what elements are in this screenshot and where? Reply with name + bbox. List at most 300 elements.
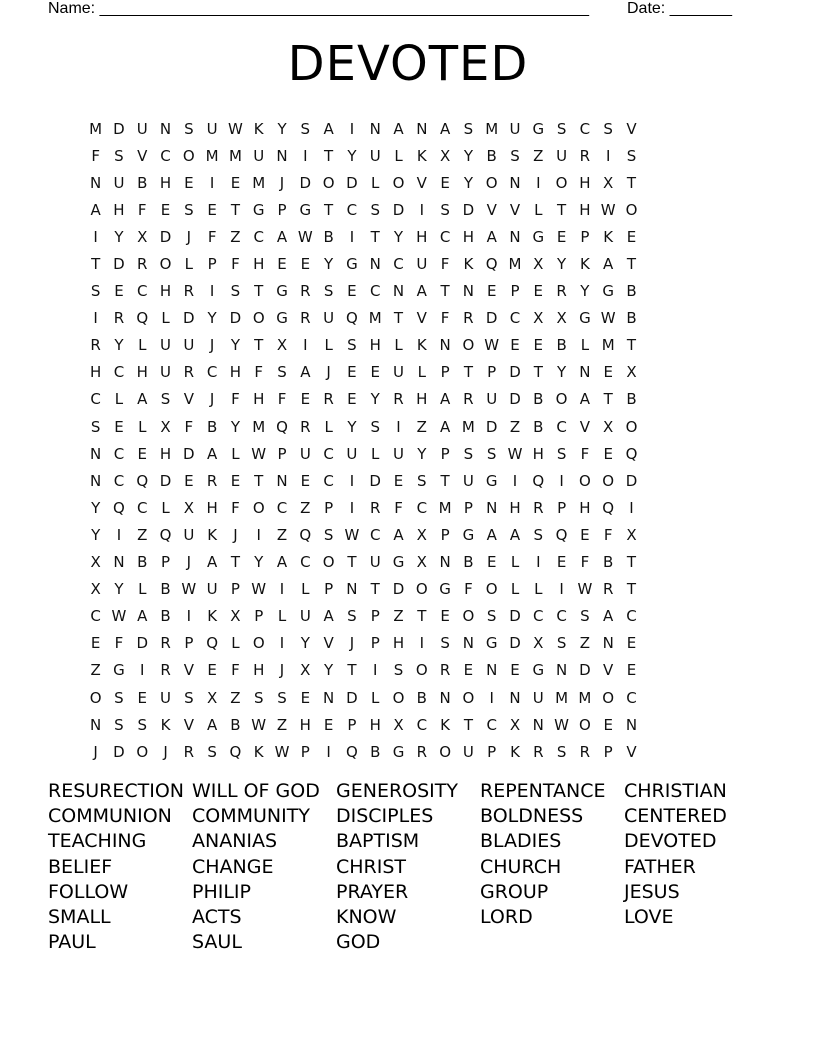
grid-letter: A — [137, 607, 148, 626]
grid-letter: N — [392, 282, 405, 301]
puzzle-title: DEVOTED — [287, 36, 529, 92]
grid-letter: N — [439, 336, 451, 355]
grid-letter: F — [580, 444, 590, 463]
grid-letter: X — [416, 553, 427, 572]
grid-letter: U — [369, 146, 381, 165]
grid-letter: S — [253, 688, 264, 707]
grid-letter: M — [601, 336, 615, 355]
grid-letter: W — [111, 607, 127, 626]
grid-letter: R — [369, 498, 381, 517]
grid-letter: B — [626, 390, 637, 409]
grid-letter: X — [509, 715, 521, 734]
grid-letter: Z — [90, 661, 101, 680]
letter-grid — [84, 115, 643, 765]
grid-letter: J — [349, 634, 355, 653]
grid-letter: V — [183, 661, 194, 680]
grid-letter: C — [160, 146, 171, 165]
grid-letter: Y — [417, 444, 427, 463]
grid-letter: W — [507, 444, 523, 463]
grid-row — [84, 630, 643, 657]
grid-letter: S — [626, 146, 637, 165]
grid-letter: E — [277, 255, 287, 274]
grid-letter: I — [489, 688, 494, 707]
grid-letter: Z — [137, 525, 148, 544]
grid-letter: Y — [393, 227, 404, 246]
grid-letter: L — [580, 336, 590, 355]
grid-letter: C — [346, 200, 358, 219]
grid-letter: D — [485, 417, 498, 436]
grid-letter: R — [579, 146, 591, 165]
grid-letter: F — [184, 417, 194, 436]
grid-letter: O — [322, 553, 335, 572]
grid-letter: I — [303, 336, 308, 355]
word-list-item: ANANIAS — [192, 830, 278, 853]
grid-letter: E — [207, 200, 217, 219]
grid-letter: V — [603, 661, 614, 680]
grid-letter: C — [90, 607, 101, 626]
grid-letter: I — [140, 661, 145, 680]
grid-letter: O — [625, 417, 638, 436]
grid-letter: N — [159, 119, 172, 138]
grid-letter: H — [253, 390, 265, 409]
grid-row — [84, 332, 643, 359]
grid-letter: F — [231, 661, 240, 680]
grid-letter: Z — [393, 607, 404, 626]
grid-letter: S — [137, 715, 147, 734]
grid-letter: C — [439, 227, 451, 246]
grid-letter: G — [532, 227, 545, 246]
grid-letter: N — [602, 634, 614, 653]
grid-letter: Q — [555, 525, 568, 544]
grid-letter: S — [184, 119, 194, 138]
grid-letter: H — [90, 363, 102, 382]
word-list-item: JESUS — [624, 880, 680, 903]
grid-letter: E — [347, 390, 357, 409]
grid-letter: H — [509, 498, 521, 517]
grid-letter: I — [559, 471, 564, 490]
name-line: Name: _______________________________________________________ — [48, 0, 589, 17]
grid-letter: F — [603, 525, 613, 544]
grid-letter: C — [300, 553, 311, 572]
word-list-item: CHRISTIAN — [624, 780, 727, 802]
grid-letter: G — [462, 525, 475, 544]
grid-letter: X — [206, 688, 218, 707]
grid-letter: C — [323, 444, 334, 463]
grid-letter: Y — [300, 634, 310, 653]
grid-letter: O — [252, 309, 265, 328]
grid-letter: V — [183, 390, 194, 409]
grid-letter: F — [394, 498, 403, 517]
grid-letter: E — [370, 363, 380, 382]
grid-letter: E — [184, 471, 194, 490]
grid-letter: Y — [230, 336, 241, 355]
grid-letter: D — [509, 363, 521, 382]
grid-letter: X — [533, 634, 544, 653]
grid-letter: L — [371, 444, 380, 463]
grid-letter: G — [252, 200, 265, 219]
grid-letter: O — [602, 688, 615, 707]
word-list-item: WILL OF GOD — [192, 780, 320, 802]
grid-letter: D — [509, 607, 521, 626]
grid-letter: Q — [625, 444, 638, 463]
grid-letter: N — [625, 715, 638, 734]
grid-letter: H — [113, 200, 125, 219]
grid-letter: I — [93, 309, 98, 328]
word-list-item: RESURECTION — [48, 780, 185, 802]
grid-row — [84, 549, 643, 576]
grid-letter: T — [440, 471, 450, 490]
grid-letter: U — [160, 363, 172, 382]
grid-letter: O — [392, 173, 405, 192]
grid-letter: I — [303, 146, 308, 165]
grid-letter: K — [207, 607, 218, 626]
grid-letter: I — [349, 498, 355, 517]
grid-letter: A — [439, 417, 451, 436]
grid-letter: L — [138, 580, 147, 599]
grid-letter: A — [300, 363, 311, 382]
grid-letter: S — [114, 715, 124, 734]
grid-letter: S — [184, 688, 194, 707]
grid-letter: D — [509, 634, 521, 653]
word-list-item: TEACHING — [48, 830, 147, 853]
grid-letter: A — [439, 119, 451, 138]
grid-row — [84, 603, 643, 630]
grid-letter: T — [370, 580, 380, 599]
grid-letter: E — [510, 661, 520, 680]
grid-letter: R — [160, 661, 171, 680]
grid-letter: O — [485, 580, 498, 599]
grid-letter: P — [580, 227, 590, 246]
grid-letter: X — [300, 661, 311, 680]
grid-row — [84, 169, 643, 196]
grid-letter: L — [277, 607, 287, 626]
grid-letter: L — [114, 390, 124, 409]
grid-letter: L — [138, 417, 147, 436]
grid-letter: N — [416, 119, 428, 138]
grid-letter: L — [510, 553, 520, 572]
grid-letter: N — [113, 553, 125, 572]
grid-letter: L — [184, 255, 194, 274]
grid-letter: K — [440, 715, 451, 734]
grid-letter: T — [463, 715, 473, 734]
grid-letter: B — [533, 390, 544, 409]
grid-letter: D — [485, 309, 498, 328]
date-line: Date: _______ — [627, 0, 732, 17]
grid-letter: Y — [463, 173, 473, 192]
grid-letter: D — [183, 309, 195, 328]
grid-letter: I — [536, 173, 541, 192]
grid-letter: M — [228, 146, 242, 165]
word-list-item: DEVOTED — [624, 830, 717, 853]
word-list-item: LORD — [480, 906, 533, 929]
grid-letter: K — [253, 119, 264, 138]
grid-letter: T — [393, 309, 404, 328]
grid-letter: H — [579, 498, 591, 517]
grid-letter: N — [90, 173, 102, 192]
grid-letter: A — [323, 607, 334, 626]
word-list-item: CHRIST — [336, 855, 407, 878]
grid-row — [84, 684, 643, 711]
grid-letter: I — [629, 498, 634, 517]
grid-letter: S — [556, 634, 567, 653]
grid-letter: I — [349, 471, 355, 490]
grid-letter: B — [230, 715, 241, 734]
grid-letter: C — [323, 471, 334, 490]
grid-letter: O — [555, 173, 568, 192]
grid-letter: N — [90, 471, 102, 490]
word-list-item: GENEROSITY — [336, 780, 458, 802]
grid-letter: I — [372, 661, 378, 680]
grid-letter: J — [186, 227, 192, 246]
grid-letter: M — [252, 417, 266, 436]
grid-letter: S — [347, 607, 357, 626]
grid-letter: C — [579, 119, 591, 138]
grid-letter: U — [160, 688, 172, 707]
grid-letter: L — [231, 444, 240, 463]
grid-letter: M — [461, 417, 475, 436]
grid-letter: Y — [347, 146, 357, 165]
grid-letter: I — [209, 282, 215, 301]
grid-letter: P — [557, 498, 567, 517]
grid-letter: U — [462, 742, 474, 761]
grid-letter: E — [556, 553, 567, 572]
grid-letter: K — [160, 715, 171, 734]
grid-letter: E — [603, 715, 613, 734]
grid-letter: O — [182, 146, 195, 165]
grid-letter: R — [463, 309, 474, 328]
grid-letter: Z — [509, 417, 521, 436]
grid-letter: T — [440, 282, 450, 301]
grid-letter: A — [137, 390, 148, 409]
grid-letter: R — [183, 363, 195, 382]
grid-letter: W — [577, 580, 593, 599]
grid-letter: V — [486, 200, 497, 219]
grid-row — [84, 657, 643, 684]
grid-row — [84, 521, 643, 548]
grid-letter: H — [159, 444, 172, 463]
grid-letter: C — [556, 607, 567, 626]
grid-letter: G — [532, 661, 545, 680]
grid-letter: M — [578, 688, 592, 707]
grid-letter: Y — [91, 525, 101, 544]
grid-letter: G — [602, 282, 614, 301]
grid-letter: B — [370, 742, 381, 761]
word-list-item: CHURCH — [480, 855, 562, 878]
grid-letter: O — [252, 498, 265, 517]
grid-letter: I — [396, 417, 401, 436]
grid-letter: J — [163, 742, 168, 761]
grid-letter: R — [533, 498, 544, 517]
grid-letter: E — [230, 471, 241, 490]
grid-letter: K — [207, 525, 218, 544]
grid-letter: Z — [230, 227, 241, 246]
grid-letter: C — [393, 255, 404, 274]
grid-letter: Y — [463, 146, 473, 165]
grid-letter: N — [439, 688, 451, 707]
grid-letter: O — [439, 742, 451, 761]
word-list-item: KNOW — [336, 906, 397, 929]
grid-letter: R — [137, 255, 148, 274]
grid-letter: Q — [346, 309, 358, 328]
grid-letter: R — [463, 390, 474, 409]
grid-letter: E — [90, 634, 101, 653]
grid-letter: R — [602, 580, 614, 599]
grid-letter: I — [419, 634, 425, 653]
grid-letter: S — [323, 282, 334, 301]
grid-letter: Y — [114, 227, 124, 246]
grid-letter: P — [440, 525, 450, 544]
grid-letter: L — [161, 498, 170, 517]
grid-letter: M — [485, 119, 499, 138]
grid-letter: Y — [91, 498, 101, 517]
grid-letter: S — [393, 661, 404, 680]
grid-letter: N — [486, 661, 498, 680]
grid-letter: C — [253, 227, 264, 246]
grid-letter: H — [369, 715, 381, 734]
grid-letter: K — [603, 227, 614, 246]
grid-letter: Y — [324, 255, 334, 274]
grid-letter: E — [580, 525, 590, 544]
grid-letter: X — [416, 525, 427, 544]
grid-letter: G — [485, 471, 498, 490]
grid-letter: A — [393, 525, 404, 544]
grid-letter: S — [370, 417, 380, 436]
grid-letter: R — [439, 661, 451, 680]
grid-letter: L — [324, 336, 333, 355]
grid-letter: U — [462, 471, 474, 490]
grid-letter: S — [556, 742, 567, 761]
grid-letter: N — [90, 444, 102, 463]
grid-letter: T — [347, 661, 357, 680]
grid-letter: B — [626, 309, 637, 328]
word-list-item: CHANGE — [192, 855, 274, 878]
grid-letter: E — [114, 417, 124, 436]
grid-letter: L — [371, 173, 380, 192]
grid-letter: U — [346, 444, 358, 463]
grid-letter: S — [300, 119, 311, 138]
grid-row — [84, 223, 643, 250]
grid-letter: E — [347, 282, 357, 301]
grid-letter: L — [324, 417, 333, 436]
grid-letter: A — [276, 553, 288, 572]
grid-letter: C — [533, 607, 544, 626]
grid-letter: S — [277, 688, 287, 707]
grid-letter: I — [116, 525, 122, 544]
grid-letter: S — [370, 200, 380, 219]
grid-letter: N — [276, 146, 288, 165]
grid-letter: R — [323, 390, 334, 409]
grid-letter: I — [349, 119, 355, 138]
grid-letter: S — [440, 634, 450, 653]
grid-letter: S — [510, 146, 520, 165]
grid-letter: O — [602, 471, 615, 490]
grid-letter: O — [462, 688, 475, 707]
grid-letter: U — [532, 688, 544, 707]
grid-letter: R — [183, 742, 195, 761]
grid-letter: E — [626, 634, 637, 653]
grid-letter: N — [369, 255, 381, 274]
grid-letter: O — [578, 471, 591, 490]
grid-letter: V — [183, 715, 194, 734]
grid-letter: X — [90, 553, 101, 572]
grid-letter: Z — [276, 525, 288, 544]
grid-letter: P — [324, 580, 334, 599]
grid-letter: X — [393, 715, 404, 734]
grid-letter: E — [207, 661, 217, 680]
grid-letter: R — [300, 309, 311, 328]
grid-letter: C — [137, 282, 148, 301]
grid-letter: C — [509, 309, 521, 328]
grid-letter: Q — [229, 742, 242, 761]
word-list-item: BAPTISM — [336, 830, 420, 853]
grid-letter: N — [509, 688, 521, 707]
grid-letter: F — [207, 227, 217, 246]
grid-letter: P — [370, 634, 380, 653]
grid-letter: D — [113, 119, 125, 138]
grid-letter: S — [160, 390, 171, 409]
grid-letter: U — [113, 173, 125, 192]
grid-letter: W — [251, 715, 267, 734]
grid-letter: P — [487, 363, 497, 382]
word-list — [48, 779, 788, 955]
grid-letter: H — [253, 661, 265, 680]
grid-letter: B — [533, 417, 544, 436]
grid-letter: X — [276, 336, 288, 355]
grid-letter: S — [114, 146, 124, 165]
grid-letter: A — [323, 119, 334, 138]
grid-letter: V — [323, 634, 334, 653]
grid-letter: K — [579, 255, 590, 274]
grid-letter: L — [417, 363, 426, 382]
grid-letter: Z — [300, 498, 311, 517]
grid-letter: G — [276, 309, 288, 328]
grid-letter: N — [555, 661, 568, 680]
grid-letter: S — [603, 119, 613, 138]
grid-letter: A — [603, 255, 614, 274]
grid-letter: H — [369, 336, 381, 355]
grid-letter: X — [556, 309, 567, 328]
word-list-item: SMALL — [48, 906, 111, 929]
word-list-item: DISCIPLES — [336, 805, 434, 828]
grid-letter: U — [253, 146, 265, 165]
grid-letter: M — [89, 119, 103, 138]
grid-letter: I — [349, 227, 355, 246]
grid-letter: S — [230, 282, 241, 301]
grid-letter: W — [228, 119, 243, 138]
grid-letter: K — [253, 742, 264, 761]
grid-letter: O — [578, 715, 591, 734]
grid-letter: H — [579, 173, 591, 192]
grid-letter: F — [440, 309, 450, 328]
grid-letter: X — [533, 309, 544, 328]
grid-letter: U — [393, 444, 404, 463]
grid-letter: E — [533, 336, 544, 355]
grid-letter: O — [89, 688, 102, 707]
grid-letter: E — [300, 688, 311, 707]
grid-letter: T — [417, 607, 427, 626]
grid-letter: B — [137, 553, 148, 572]
grid-letter: B — [556, 336, 567, 355]
grid-letter: D — [579, 661, 591, 680]
grid-letter: C — [556, 417, 567, 436]
grid-letter: S — [323, 525, 334, 544]
grid-letter: C — [90, 390, 101, 409]
grid-letter: E — [300, 471, 311, 490]
grid-letter: E — [626, 661, 637, 680]
grid-letter: L — [394, 336, 403, 355]
grid-letter: U — [299, 607, 311, 626]
grid-letter: M — [252, 173, 266, 192]
